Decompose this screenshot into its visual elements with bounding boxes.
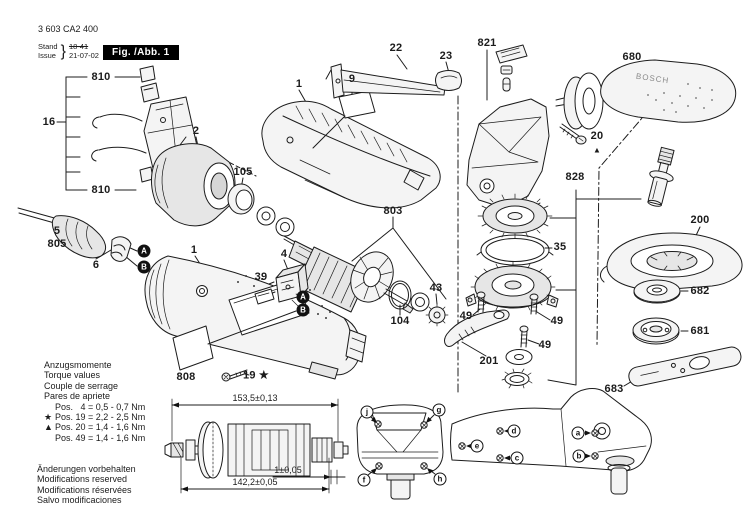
stand-label: Stand: [38, 42, 58, 51]
detail-letter-A: A: [297, 291, 310, 304]
torque-title-de: Anzugsmomente: [44, 360, 112, 370]
part-callout-805: 805: [47, 238, 67, 250]
old-date: 18-41: [68, 42, 89, 51]
guard-200-drawing: [600, 233, 742, 290]
part-callout-49: 49: [459, 310, 473, 322]
svg-text:BOSCH: BOSCH: [635, 71, 670, 86]
detail-letter-j: j: [361, 406, 374, 419]
issue-block: [38, 42, 99, 60]
torque-row: Pos. 49 = 1,4 - 1,6 Nm: [55, 432, 146, 443]
side-handle-drawing: [556, 60, 736, 129]
part-callout-200: 200: [690, 214, 710, 226]
detail-letter-a: a: [572, 427, 585, 440]
torque-row: ▲ Pos. 20 = 1,4 - 1,6 Nm: [44, 422, 146, 433]
part-callout-9: 9: [348, 73, 356, 85]
bearing-drawing: [411, 293, 429, 311]
detail-letter-f: f: [358, 474, 371, 487]
detail-letter-B: B: [297, 304, 310, 317]
wrench-683-drawing: [627, 345, 742, 387]
part-callout-23: 23: [439, 50, 453, 62]
part-callout-49: 49: [550, 315, 564, 327]
detail-letter-h: h: [434, 473, 447, 486]
part-callout-201: 201: [479, 355, 499, 367]
issue-dates: [69, 42, 99, 60]
torque-title-en: Torque values: [44, 370, 101, 381]
part-callout-683: 683: [604, 383, 624, 395]
lever-201-drawing: [445, 310, 510, 347]
bracket-16: [66, 77, 80, 190]
part-callout-43: 43: [429, 282, 443, 294]
bearing-flange-drawing: [466, 262, 558, 310]
washer-drawing: [506, 350, 532, 365]
part-callout-2: 2: [192, 125, 200, 137]
part-callout-104: 104: [390, 315, 410, 327]
note-es: Salvo modificaciones: [37, 495, 122, 506]
gear-housing-drawing: [467, 99, 549, 210]
part-callout-808: 808: [176, 371, 196, 383]
modification-notes: [37, 464, 136, 506]
part-callout-105: 105: [233, 166, 253, 178]
pinion-43-drawing: [426, 304, 448, 326]
detail-letter-d: d: [508, 425, 521, 438]
note-en: Modifications reserved: [37, 474, 128, 485]
part-callout-16: 16: [42, 116, 56, 128]
torque-row: Pos. 4 = 0,5 - 0,7 Nm: [55, 401, 146, 412]
detail-letter-A: A: [138, 245, 151, 258]
clamp-nut-681-drawing: [633, 318, 679, 344]
part-callout-: ▲: [592, 145, 602, 155]
part-callout-810: 810: [91, 71, 111, 83]
torque-table: [44, 360, 145, 443]
part-callout-39: 39: [254, 271, 268, 283]
part-callout-5: 5: [53, 225, 61, 237]
detail-letter-B: B: [138, 261, 151, 274]
note-de: Änderungen vorbehalten: [37, 464, 136, 474]
spindle-drawing: [642, 146, 679, 209]
product-number: 3 603 CA2 400: [38, 24, 99, 34]
lever-22-drawing: [326, 64, 445, 98]
note-fr: Modifications réservées: [37, 484, 132, 495]
detail-letter-b: b: [573, 450, 586, 463]
dim-core-length: 142,2±0,05: [232, 477, 278, 487]
issue-label: Issue: [38, 51, 56, 60]
torque-row: ★ Pos. 19 = 2,2 - 2,5 Nm: [44, 412, 146, 423]
part-callout-828: 828: [565, 171, 585, 183]
parts-821-drawing: [496, 45, 527, 91]
part-callout-810: 810: [91, 184, 111, 196]
button-23-drawing: [436, 71, 462, 91]
part-callout-680: 680: [622, 51, 642, 63]
cord-drawing: [18, 208, 131, 261]
part-callout-681: 681: [690, 325, 710, 337]
part-callout-4: 4: [280, 248, 288, 260]
part-callout-22: 22: [389, 42, 403, 54]
detail-letter-c: c: [511, 452, 524, 465]
new-date: 21-07-02: [68, 51, 99, 60]
gasket-35-drawing: [477, 235, 553, 265]
part-callout-20: 20: [590, 130, 604, 142]
issue-labels: [38, 42, 58, 60]
detail-letter-e: e: [471, 440, 484, 453]
sleeve-105-drawing: [228, 184, 294, 236]
figure-badge: Fig. /Abb. 1: [103, 45, 179, 60]
part-callout-35: 35: [553, 241, 567, 253]
part-callout-682: 682: [690, 285, 710, 297]
flange-682-drawing: [634, 280, 680, 303]
front-view-drawing: [357, 405, 443, 499]
part-callout-1: 1: [295, 78, 303, 90]
dim-total-length: 153,5±0,13: [232, 393, 278, 403]
part-callout-49: 49: [538, 339, 552, 351]
part-callout-821: 821: [477, 37, 497, 49]
part-callout-1: 1: [190, 244, 198, 256]
part-callout-803: 803: [383, 205, 403, 217]
torque-title-fr: Couple de serrage: [44, 380, 119, 391]
part-callout-6: 6: [92, 259, 100, 271]
lock-washer-drawing: [502, 369, 532, 388]
dim-offset: 1±0,05: [274, 465, 302, 475]
brace-glyph: }: [60, 42, 66, 60]
torque-title-es: Pares de apriete: [44, 391, 111, 402]
detail-letter-g: g: [433, 404, 446, 417]
part-callout-19: 19 ★: [243, 369, 269, 382]
